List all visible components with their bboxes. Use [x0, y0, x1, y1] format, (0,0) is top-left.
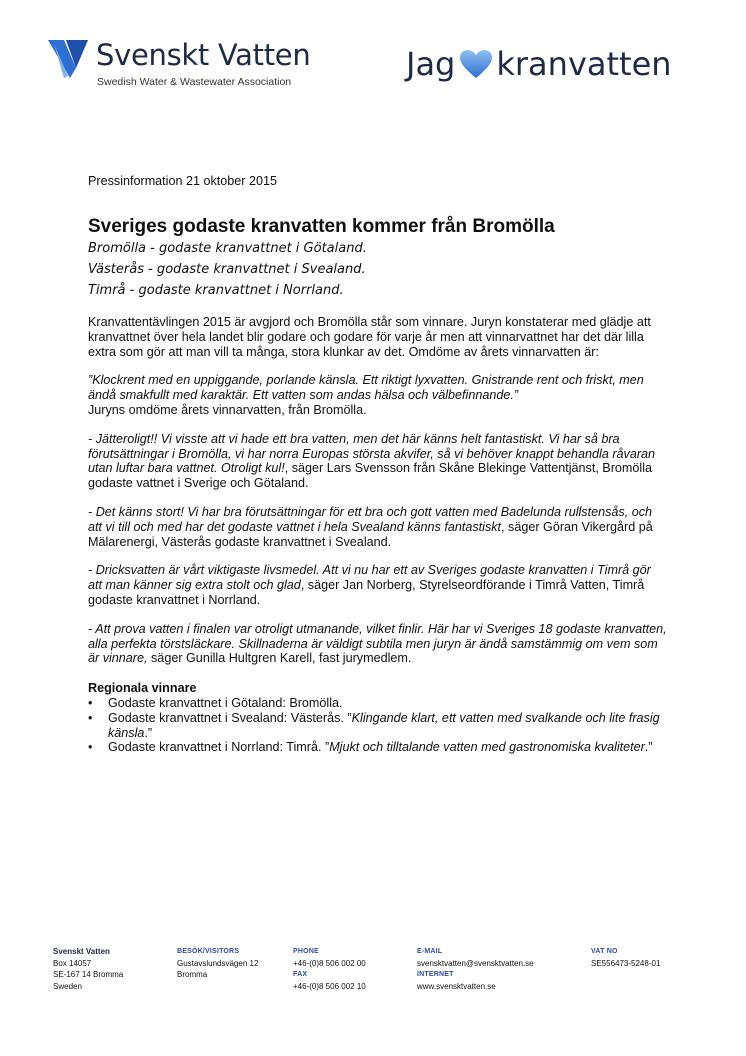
- quote-vasteras-attr: , säger Göran Vikergård på Mälarenergi, Västerås godaste kranvattnet i Svealand.: [88, 519, 653, 549]
- quote-jury-member-text: - Att prova vatten i finalen var otroligt utmanande, vilket finlir. Här har vi Sveriges 18 godaste kranvatten, alla perfekta törstsläckare. Skillnaderna är väldigt subtila men juryn är ändå samstämmig om vem som är vinnare,: [88, 621, 667, 666]
- quote-timra-text: - Dricksvatten är vårt viktigaste livsmedel. Att vi nu har ett av Sveriges godaste kranvatten i Timrå gör att man känner sig extra stolt och glad: [88, 563, 651, 593]
- quote-timra-attr: , säger Jan Norberg, Styrelseordförande i Timrå Vatten, Timrå godaste kranvattnet i Norrland.: [88, 578, 645, 607]
- list-item-text: Godaste kranvattnet i Norrland: Timrå. ”: [108, 740, 330, 755]
- footer-website-link[interactable]: www.svensktvatten.se: [417, 981, 496, 991]
- list-item: [88, 696, 668, 711]
- list-item-tail: .”: [644, 740, 653, 755]
- slogan-kranvatten: kranvatten: [496, 45, 672, 83]
- footer-visitors: [177, 946, 258, 981]
- bullet: •: [88, 710, 93, 725]
- footer-vat-value: SE556473-5248-01: [591, 958, 661, 968]
- footer-internet-label: INTERNET: [417, 971, 454, 979]
- footer-fax-value: +46-(0)8 506 002 10: [293, 981, 366, 991]
- footer-visitors-line: Gustavslundsvägen 12: [177, 958, 259, 968]
- subtitle-gotaland: Bromölla - godaste kranvattnet i Götaland.: [88, 241, 367, 256]
- logo-subtitle: Swedish Water & Wastewater Association: [97, 76, 292, 88]
- quote-vasteras: [88, 505, 668, 549]
- quote-bromolla-text: - Jätteroligt!! Vi visste att vi hade ett bra vatten, men det här känns helt fantastiskt. Vi har så bra förutsättningar i Bromölla, vi har norra Europas största akvifer, så vi behöver knappt behandla råvaran utan luftar bara vattnet. Otroligt kul!: [88, 431, 656, 476]
- intro-paragraph: Kranvattentävlingen 2015 är avgjord och Bromölla står som vinnare. Juryn konstaterar med glädje att kranvattnet över hela landet blir godare och godare för varje år men att vinnarvattnet har det där lilla extra som gör att man vill ta många, stora klunkar av det. Omdöme av årets vinnarvatten är:: [88, 315, 651, 359]
- footer-vat: [591, 946, 660, 969]
- regional-winners-list: [88, 696, 668, 755]
- bullet: •: [88, 740, 93, 755]
- list-item: [88, 740, 668, 755]
- footer-address-line: Box 14057: [53, 958, 92, 968]
- jury-quote: ”Klockrent med en uppiggande, porlande känsla. Ett riktigt lyxvatten. Gnistrande rent och friskt, men ändå smakfullt med karaktär. Ett vatten som andas hälsa och välbefinnande.”: [88, 373, 644, 403]
- water-drop-logo-icon: [46, 38, 90, 80]
- regional-winners-heading: Regionala vinnare: [88, 681, 197, 696]
- logo-name: Svenskt Vatten: [96, 38, 311, 72]
- footer-email-label: E-MAIL: [417, 948, 443, 955]
- footer-phone-label: PHONE: [293, 948, 319, 955]
- quote-timra: [88, 563, 668, 607]
- quote-bromolla-attr: , säger Lars Svensson från Skåne Blekinge Vattentjänst, Bromölla godaste vattnet i Sverige och Götaland.: [88, 461, 653, 491]
- heart-icon: [459, 49, 493, 79]
- list-item-quote: Mjukt och tilltalande vatten med gastronomiska kvaliteter: [329, 740, 645, 755]
- footer-visitors-line: Bromma: [177, 970, 208, 980]
- footer-email-link[interactable]: svensktvatten@svensktvatten.se: [417, 958, 534, 968]
- slogan-jag: Jag: [406, 45, 456, 83]
- list-item: [88, 711, 668, 741]
- footer-email: [417, 946, 534, 992]
- footer-address-line: SE-167 14 Bromma: [53, 970, 124, 980]
- press-release-body: [88, 174, 668, 755]
- subtitle-svealand: Västerås - godaste kranvattnet i Svealand.: [88, 262, 366, 277]
- list-item-text: Godaste kranvattnet i Svealand: Västerås. ”: [108, 710, 352, 725]
- quote-bromolla: [88, 432, 668, 491]
- press-info-date: Pressinformation 21 oktober 2015: [88, 174, 278, 188]
- jury-quote-paragraph: [88, 373, 668, 417]
- footer-address-line: Sweden: [53, 981, 82, 991]
- footer-visitors-label: BESÖK/VISITORS: [177, 948, 240, 955]
- footer-fax-label: FAX: [293, 971, 308, 979]
- footer-phone: [293, 946, 366, 992]
- jury-attribution: Juryns omdöme årets vinnarvatten, från Bromölla.: [88, 402, 367, 417]
- quote-jury-member-attr: säger Gunilla Hultgren Karell, fast jurymedlem.: [147, 651, 412, 666]
- list-item-quote: Klingande klart, ett vatten med svalkande och lite frasig känsla: [108, 710, 660, 740]
- list-item-tail: .”: [144, 725, 153, 740]
- bullet: •: [88, 695, 93, 710]
- quote-jury-member: [88, 622, 668, 666]
- footer-phone-value: +46-(0)8 506 002 00: [293, 958, 366, 968]
- subtitle-norrland: Timrå - godaste kranvattnet i Norrland.: [88, 283, 344, 298]
- svenskt-vatten-logo: [46, 38, 311, 90]
- footer-address: [53, 946, 123, 992]
- quote-vasteras-text: - Det känns stort! Vi har bra förutsättningar för ett bra och gott vatten med Badelunda rullstensås, och att vi till och med har det godaste vattnet i hela Svealand känns fantastiskt: [88, 504, 652, 534]
- page-title: Sveriges godaste kranvatten kommer från Bromölla: [88, 216, 555, 237]
- jag-alskar-kranvatten-logo: [406, 45, 672, 83]
- list-item-text: Godaste kranvattnet i Götaland: Bromölla.: [108, 695, 343, 710]
- footer-vat-label: VAT NO: [591, 948, 618, 955]
- footer-org-name: Svenskt Vatten: [53, 947, 110, 956]
